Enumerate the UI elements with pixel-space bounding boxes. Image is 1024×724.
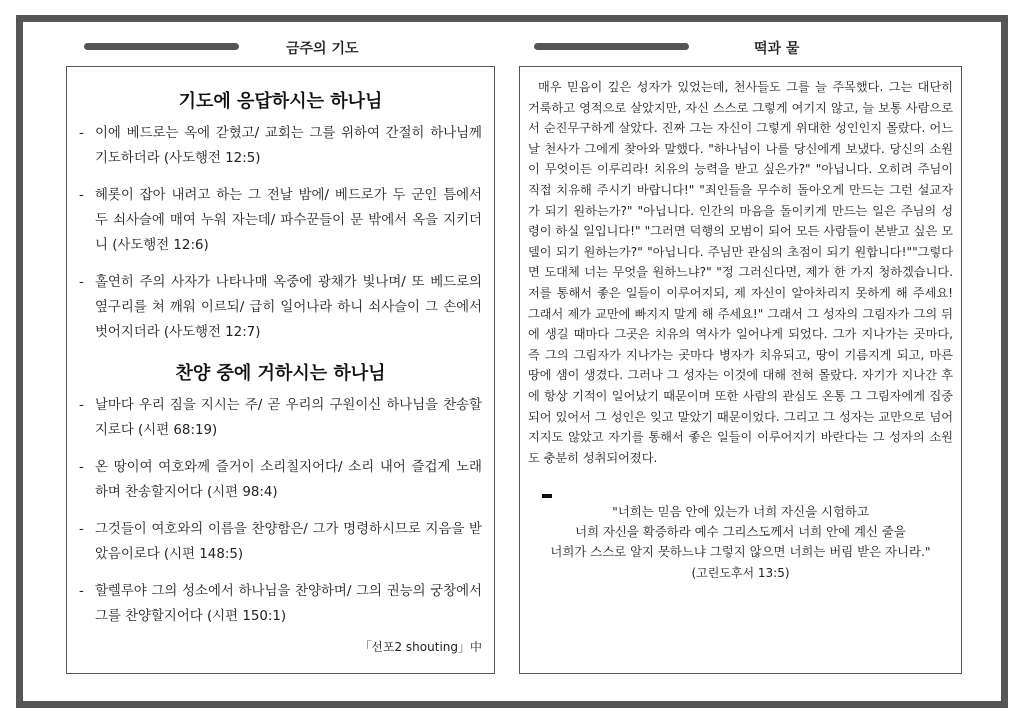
quote-line: 너희 자신을 확증하라 예수 그리스도께서 너희 안에 계신 줄을 — [575, 524, 906, 540]
verse-item: - 헤롯이 잡아 내려고 하는 그 전날 밤에/ 베드로가 두 군인 틈에서 두 쇠사슬에 매여 누워 자는데/ 파수꾼들이 문 밖에서 옥을 지키더니 (사도행전 12:6) — [79, 183, 482, 258]
quote-reference: (고린도후서 13:5) — [691, 566, 790, 581]
section2-verse-list — [79, 393, 482, 629]
story-box — [519, 66, 962, 674]
verse-item: - 할렐루야 그의 성소에서 하나님을 찬양하며/ 그의 권능의 궁창에서 그를 찬양할지어다 (시편 150:1) — [79, 579, 482, 629]
left-column-title: 금주의 기도 — [286, 41, 359, 57]
verse-item: - 온 땅이여 여호와께 즐거이 소리칠지어다/ 소리 내어 즐겁게 노래하며 찬송할지어다 (시편 98:4) — [79, 455, 482, 505]
verse-item: - 그것들이 여호와의 이름을 찬양함은/ 그가 명령하시므로 지음을 받았음이로다 (시편 148:5) — [79, 517, 482, 567]
section2-heading: 찬양 중에 거하시는 하나님 — [175, 363, 386, 384]
verse-item: - 홀연히 주의 사자가 나타나매 옥중에 광채가 빛나며/ 또 베드로의 옆구리를 쳐 깨워 이르되/ 급히 일어나라 하니 쇠사슬이 그 손에서 벗어지더라 (사도행전 12:7) — [79, 270, 482, 345]
left-title-bar — [84, 43, 239, 50]
quote-line: 너희가 스스로 알지 못하느냐 그렇지 않으면 너희는 버림 받은 자니라." — [550, 544, 931, 560]
prayer-box — [66, 66, 495, 674]
bullet-mark — [542, 494, 552, 498]
verse-item: - 날마다 우리 짐을 지시는 주/ 곧 우리의 구원이신 하나님을 찬송할지로다 (시편 68:19) — [79, 393, 482, 443]
story-text: 매우 믿음이 깊은 성자가 있었는데, 천사들도 그를 늘 주목했다. 그는 대단히 거룩하고 영적으로 살았지만, 자신 스스로 그렇게 여기지 않고, 늘 보통 사람으로서 순진무구하게 살았다. 진짜 그는 자신이 그렇게 위대한 성인인지 몰랐다. 어느 날 천사가 그에게 찾아와 말했다. "하나님이 나를 당신에게 보냈다. 당신의 소원이 무엇이든 이루리라! 치유의 능력을 받고 싶은가?" "아닙니다. 오히려 주님이 직접 치유해 주시기 바랍니다!" "죄인들을 무수히 돌아오게 만드는 그런 설교자가 되기 원하는가?" "아닙니다. 인간의 마음을 돌이키게 만드는 일은 주님의 성령이 하실 일입니다!" "그러면 덕행의 모범이 되어 모든 사람들이 본받고 싶은 모델이 되기 원하는가?" "아닙니다. 주님만 관심의 초점이 되기 원합니다!""그렇다면 도대체 너는 무엇을 원하느냐?" "정 그러신다면, 제가 한 가지 청하겠습니다. 저를 통해서 좋은 일들이 이루어지되, 제 자신이 알아차리지 못하게 해 주세요! 그래서 제가 교만에 빠지지 말게 해 주세요!" 그래서 그 성자의 그림자가 그의 뒤에 생길 때마다 그곳은 치유의 역사가 일어나게 되었다. 그가 지나가는 곳마다, 즉 그의 그림자가 지나가는 곳마다 병자가 치유되고, 땅이 기름지게 되고, 마른 땅에 샘이 생겼다. 그러나 그 성자는 이것에 대해 전혀 몰랐다. 자기가 지나간 후에 항상 기적이 일어났기 때문이며 또한 사람의 관심도 온통 그 그림자에게 집중되어 있어서 그 성인은 잊고 말았기 때문이었다. 그리고 그 성자는 교만으로 넘어지지도 않았고 자기를 통해서 좋은 일들이 이루어지기 바란다는 그 성자의 소원도 충분히 성취되어졌다. — [528, 80, 953, 465]
right-title-bar — [534, 43, 689, 50]
right-column-title: 떡과 물 — [754, 41, 800, 57]
section1-heading: 기도에 응답하시는 하나님 — [178, 91, 383, 112]
scripture-quote — [528, 502, 953, 562]
source-citation: 「선포2 shouting」中 — [359, 640, 482, 654]
section1-verse-list — [79, 121, 482, 345]
verse-item: - 이에 베드로는 옥에 갇혔고/ 교회는 그를 위하여 간절히 하나님께 기도하더라 (사도행전 12:5) — [79, 121, 482, 171]
quote-line: "너희는 믿음 안에 있는가 너희 자신을 시험하고 — [612, 504, 869, 520]
